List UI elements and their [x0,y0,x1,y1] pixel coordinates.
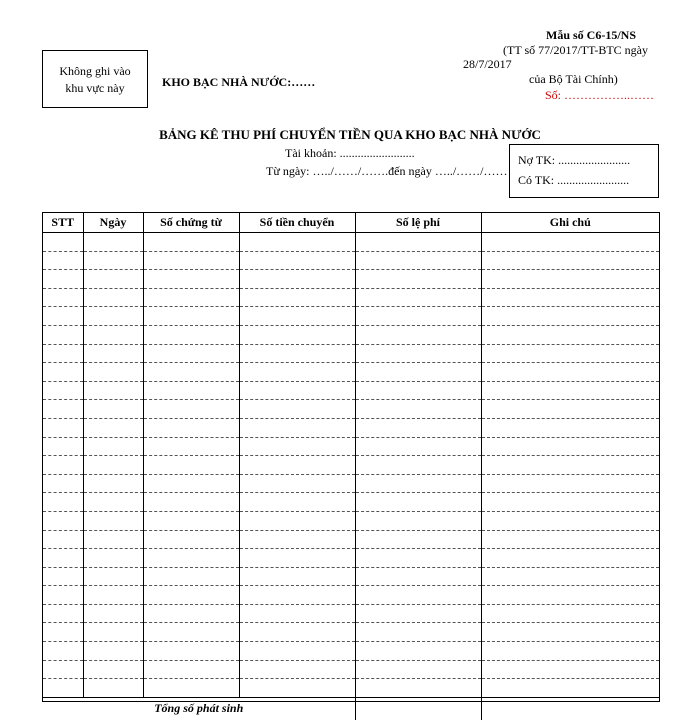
table-cell[interactable] [83,530,143,549]
table-cell[interactable] [43,511,83,530]
table-cell[interactable] [481,288,659,307]
table-cell[interactable] [43,604,83,623]
table-cell[interactable] [43,437,83,456]
table-cell[interactable] [143,660,239,679]
table-cell[interactable] [83,567,143,586]
table-cell[interactable] [355,493,481,512]
col-fee: Số lệ phí [355,213,481,233]
page-title: BẢNG KÊ THU PHÍ CHUYỂN TIỀN QUA KHO BẠC NHÀ NƯỚC [159,127,541,142]
table-cell[interactable] [481,660,659,679]
table-cell[interactable] [143,437,239,456]
table-cell[interactable] [143,511,239,530]
table-cell[interactable] [355,344,481,363]
table-cell[interactable] [143,233,239,252]
table-row [43,363,659,382]
table-cell[interactable] [481,381,659,400]
table-row [43,604,659,623]
table-cell[interactable] [43,400,83,419]
table-cell[interactable] [481,344,659,363]
table-cell[interactable] [143,586,239,605]
table-cell[interactable] [355,363,481,382]
col-voucher-no: Số chứng từ [143,213,239,233]
table-row [43,567,659,586]
table-cell[interactable] [355,642,481,661]
table-row [43,233,659,252]
table-cell[interactable] [43,679,83,698]
table-cell[interactable] [239,679,355,698]
table-cell[interactable] [239,511,355,530]
table-row [43,474,659,493]
table-cell[interactable] [83,474,143,493]
table-cell[interactable] [481,623,659,642]
table-cell[interactable] [355,400,481,419]
table-cell[interactable] [355,233,481,252]
table-cell[interactable] [43,642,83,661]
table-cell[interactable] [43,549,83,568]
table-cell[interactable] [239,251,355,270]
table-row [43,586,659,605]
credit-account: Có TK: ........................ [518,173,630,187]
table-cell[interactable] [481,270,659,289]
col-stt: STT [43,213,83,233]
table-cell[interactable] [143,679,239,698]
table-cell[interactable] [83,679,143,698]
total-label: Tổng số phát sinh [43,697,355,720]
debit-account: Nợ TK: ........................ [518,153,631,167]
table-cell[interactable] [481,363,659,382]
table-cell[interactable] [355,251,481,270]
table-cell[interactable] [83,307,143,326]
table-row [43,493,659,512]
table-cell[interactable] [43,307,83,326]
table-row [43,251,659,270]
table-row [43,511,659,530]
table-cell[interactable] [43,288,83,307]
table-cell[interactable] [43,474,83,493]
table-cell[interactable] [239,400,355,419]
table-cell[interactable] [143,363,239,382]
table-cell[interactable] [355,623,481,642]
table-cell[interactable] [239,288,355,307]
table-cell[interactable] [355,381,481,400]
table-cell[interactable] [239,493,355,512]
table-cell[interactable] [239,270,355,289]
table-row [43,530,659,549]
table-cell[interactable] [355,530,481,549]
table-cell[interactable] [355,660,481,679]
table-cell[interactable] [83,456,143,475]
table-cell[interactable] [83,437,143,456]
table-cell[interactable] [143,549,239,568]
table-row [43,270,659,289]
table-cell[interactable] [481,307,659,326]
table-cell[interactable] [239,623,355,642]
table-cell[interactable] [355,288,481,307]
table-cell[interactable] [481,530,659,549]
table-cell[interactable] [239,456,355,475]
table-cell[interactable] [355,474,481,493]
fee-table [42,212,660,716]
table-cell[interactable] [481,586,659,605]
table-cell[interactable] [83,325,143,344]
table-cell[interactable] [43,623,83,642]
table-row [43,642,659,661]
table-cell[interactable] [43,530,83,549]
table-cell[interactable] [83,642,143,661]
table-cell[interactable] [481,604,659,623]
table-cell[interactable] [143,604,239,623]
date-range-line: Từ ngày: …../……/…….đến ngày …../……/…… [266,164,508,178]
table-cell[interactable] [83,418,143,437]
table-cell[interactable] [143,456,239,475]
circular-line-2: 28/7/2017 [463,57,512,71]
table-cell[interactable] [239,381,355,400]
table-cell[interactable] [83,400,143,419]
table-cell[interactable] [143,418,239,437]
table-cell[interactable] [143,381,239,400]
table-cell[interactable] [239,344,355,363]
table-cell[interactable] [355,325,481,344]
table-cell[interactable] [355,437,481,456]
table-cell[interactable] [481,400,659,419]
table-cell[interactable] [239,642,355,661]
col-note: Ghi chú [481,213,659,233]
table-cell[interactable] [239,474,355,493]
table-cell[interactable] [143,493,239,512]
circular-line-1: (TT số 77/2017/TT-BTC ngày [503,43,648,57]
table-cell[interactable] [143,270,239,289]
no-write-area-box [42,50,148,108]
table-cell[interactable] [43,381,83,400]
table-cell[interactable] [83,363,143,382]
table-cell[interactable] [481,549,659,568]
table-cell[interactable] [239,307,355,326]
total-fee-cell[interactable] [355,697,481,720]
document-number: Số: ……………..…… [545,88,655,102]
table-cell[interactable] [239,549,355,568]
table-cell[interactable] [355,456,481,475]
table-row [43,307,659,326]
table-cell[interactable] [43,418,83,437]
table-cell[interactable] [481,251,659,270]
table-cell[interactable] [355,511,481,530]
table-cell[interactable] [355,307,481,326]
table-cell[interactable] [143,530,239,549]
table-cell[interactable] [43,325,83,344]
table-cell[interactable] [481,679,659,698]
total-note-cell[interactable] [481,697,659,720]
table-cell[interactable] [481,418,659,437]
table-cell[interactable] [355,549,481,568]
col-transfer-amount: Số tiền chuyển [239,213,355,233]
table-cell[interactable] [481,474,659,493]
table-cell[interactable] [239,530,355,549]
table-row [43,418,659,437]
table-cell[interactable] [239,437,355,456]
table-cell[interactable] [83,288,143,307]
no-write-line-1: Không ghi vào [59,64,131,78]
table-row [43,660,659,679]
table-cell[interactable] [143,344,239,363]
table-cell[interactable] [481,511,659,530]
table-cell[interactable] [83,604,143,623]
treasury-label: KHO BẠC NHÀ NƯỚC:…… [162,75,316,89]
table-cell[interactable] [481,456,659,475]
table-cell[interactable] [43,660,83,679]
table-cell[interactable] [239,586,355,605]
table-cell[interactable] [43,567,83,586]
table-row [43,623,659,642]
account-line: Tài khoản: ......................... [285,146,415,160]
table-cell[interactable] [43,363,83,382]
table-row [43,456,659,475]
table-cell[interactable] [143,288,239,307]
table-cell[interactable] [43,456,83,475]
table-cell[interactable] [43,344,83,363]
total-row [43,697,659,720]
no-write-line-2: khu vực này [65,81,125,95]
table-cell[interactable] [143,251,239,270]
col-date: Ngày [83,213,143,233]
table-cell[interactable] [481,493,659,512]
table-cell[interactable] [83,660,143,679]
table-cell[interactable] [355,679,481,698]
table-cell[interactable] [143,474,239,493]
table-cell[interactable] [83,549,143,568]
table-cell[interactable] [481,233,659,252]
table-cell[interactable] [239,363,355,382]
table-cell[interactable] [43,493,83,512]
table-cell[interactable] [143,400,239,419]
table-cell[interactable] [239,418,355,437]
table-row [43,288,659,307]
circular-line-3: của Bộ Tài Chính) [529,72,618,86]
table-row [43,381,659,400]
table-cell[interactable] [83,381,143,400]
table-cell[interactable] [83,344,143,363]
table-cell[interactable] [481,437,659,456]
table-cell[interactable] [43,233,83,252]
table-cell[interactable] [239,325,355,344]
table-cell[interactable] [83,251,143,270]
table-cell[interactable] [83,586,143,605]
table-cell[interactable] [143,567,239,586]
table-cell[interactable] [143,307,239,326]
form-code: Mẫu số C6-15/NS [546,28,637,42]
table-cell[interactable] [355,604,481,623]
table-cell[interactable] [43,270,83,289]
table-cell[interactable] [481,567,659,586]
table-row [43,549,659,568]
table-cell[interactable] [83,623,143,642]
accounts-box [509,144,659,198]
table-cell[interactable] [43,251,83,270]
table-cell[interactable] [481,325,659,344]
table-header-row [43,213,659,233]
table-cell[interactable] [239,660,355,679]
table-cell[interactable] [43,586,83,605]
table-row [43,344,659,363]
table-cell[interactable] [355,270,481,289]
table-cell[interactable] [239,604,355,623]
table-cell[interactable] [481,642,659,661]
table-row [43,679,659,698]
table-cell[interactable] [143,325,239,344]
table-cell[interactable] [83,493,143,512]
table-cell[interactable] [355,418,481,437]
table-row [43,437,659,456]
table-cell[interactable] [143,642,239,661]
table-cell[interactable] [83,233,143,252]
table-cell[interactable] [239,233,355,252]
table-cell[interactable] [355,586,481,605]
table-row [43,400,659,419]
table-cell[interactable] [83,511,143,530]
table-cell[interactable] [143,623,239,642]
table-cell[interactable] [83,270,143,289]
table-cell[interactable] [239,567,355,586]
table-cell[interactable] [355,567,481,586]
table-row [43,325,659,344]
